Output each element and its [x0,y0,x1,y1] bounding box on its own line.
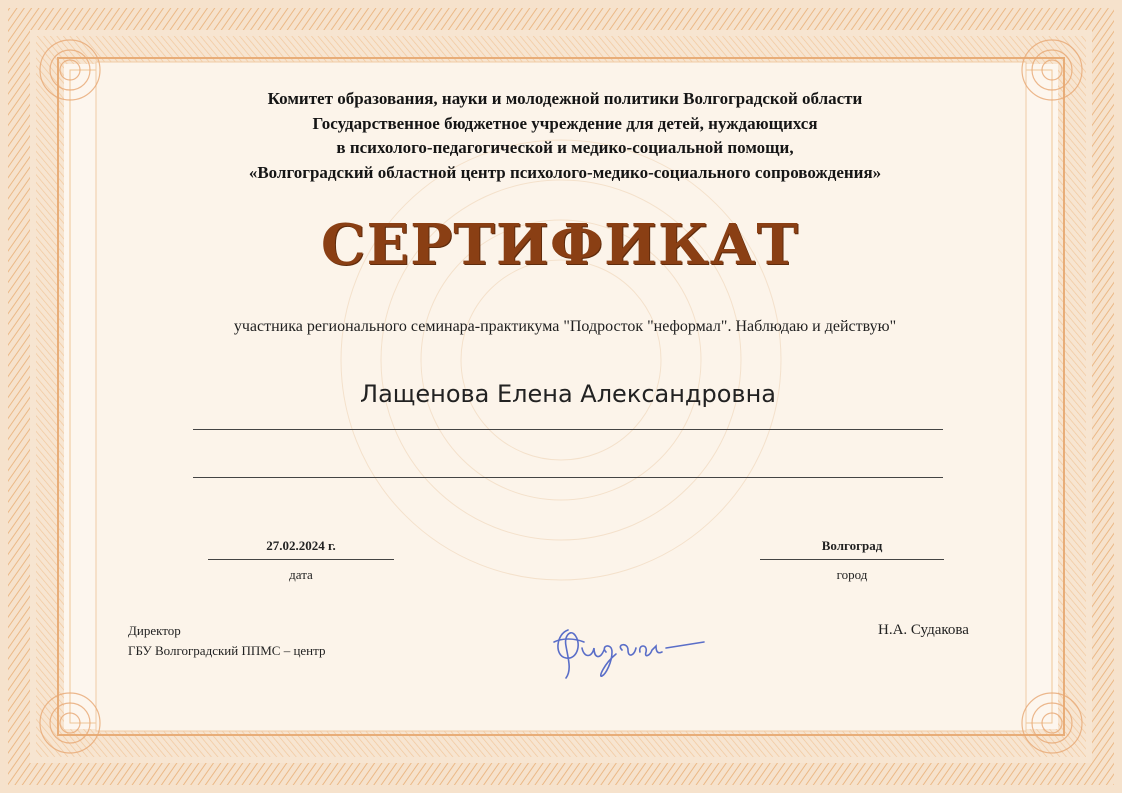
director-title [128,621,325,661]
city-underline [760,559,944,560]
certificate-subtitle: участника регионального семинара-практикума "Подросток "неформал". Наблюдаю и действую" [233,318,897,335]
organization-line-4: «Волгоградский областной центр психолого-медико-социального сопровождения» [248,162,882,182]
city-caption: город [836,567,868,582]
director-title-line-2: ГБУ Волгоградский ППМС – центр [128,643,326,658]
city-value: Волгоград [821,538,883,553]
organization-line-3: в психолого-педагогической и медико-социальной помощи, [336,138,794,157]
organization-line-2: Государственное бюджетное учреждение для детей, нуждающихся [312,113,818,133]
date-caption: дата [289,567,313,582]
name-underline-1 [193,429,943,430]
handwritten-signature [548,612,718,684]
date-value: 27.02.2024 г. [266,538,336,553]
signer-name: Н.А. Судакова [878,622,969,638]
date-underline [208,559,394,560]
director-title-line-1: Директор [128,623,181,638]
recipient-name: Лащенова Елена Александровна [360,380,776,408]
organization-line-1: Комитет образования, науки и молодежной политики Волгоградской области [267,89,863,108]
organization-header [130,87,1000,185]
name-underline-2 [193,477,943,478]
certificate-title: СЕРТИФИКАТ [320,212,800,278]
